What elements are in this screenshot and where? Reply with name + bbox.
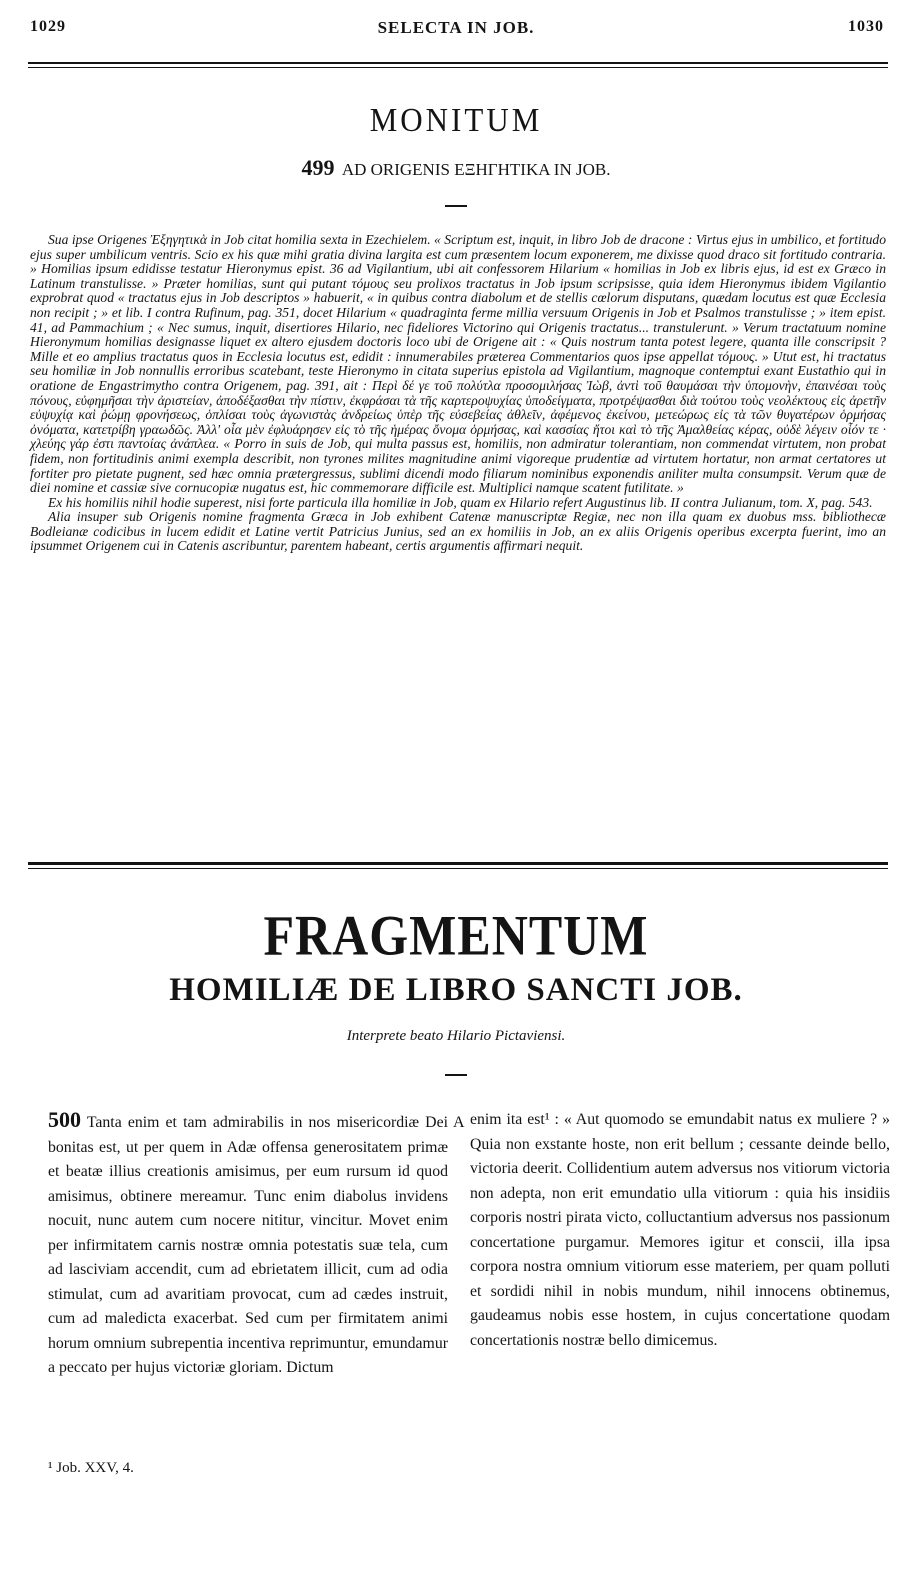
monitum-subtitle: AD ORIGENIS ΕΞΗΓΗΤΙΚΑ IN JOB. bbox=[341, 160, 611, 179]
section-rule-thick bbox=[28, 862, 888, 865]
left-column-text: Tanta enim et tam admirabilis in nos misericordiæ Dei bonitas est, ut per quem in Adæ offensa generositatem primæ et beatæ illius creationis amisimus, per eum rursum id quod amisimus, obtinere mereamur. Tunc enim diabolus invidens nocuit, nunc autem cum nocere nititur, vincitur. Movet enim per infirmitatem carnis nostræ omnia potestatis suæ tela, cum ad lasciviam accendit, cum ad ebrietatem illicit, cum ad odia stimulat, cum ad avaritiam provocat, cum ad cædes instruit, cum ad maledicta exacerbat. Sed cum per firmitatem animi horum omnium subrepentia incentiva reprimuntur, emundamur a peccato per hujus victoriæ gloriam. Dictum bbox=[48, 1114, 448, 1376]
section-number-500: 500 bbox=[48, 1107, 81, 1132]
running-title: SELECTA IN JOB. bbox=[377, 18, 535, 37]
page-number-left: 1029 bbox=[30, 18, 66, 35]
header-rule-thin bbox=[28, 67, 888, 68]
page-number-right: 1030 bbox=[848, 18, 884, 35]
monitum-body bbox=[30, 233, 886, 554]
text-column-right bbox=[470, 1108, 890, 1353]
margin-letter: A bbox=[453, 1114, 465, 1131]
monitum-title: MONITUM bbox=[369, 100, 543, 139]
separator-dash bbox=[445, 1074, 467, 1076]
interpreter-line: Interprete beato Hilario Pictaviensi. bbox=[346, 1028, 566, 1044]
monitum-paragraph: Sua ipse Origenes Ἐξηγητικὰ in Job citat homilia sexta in Ezechielem. « Scriptum est, inquit, in libro Job de dracone : Virtus ejus in umbilico, et fortitudo ejus super umbilicum ventris. Scio ex his quæ mihi gratia divina largita est cum præsentem locum exponerem, me dixisse quod draco sit fortitudo contraria. » Homilias ipsum edidisse testatur Hieronymus epist. 36 ad Vigilantium, ubi ait confessorem Hilarium « homilias in Job ex libris ejus, id est ex Græco in Latinum transtulisse. » Præter homilias, sunt qui putant τόμους seu prolixos tractatus in Job ipsum scripsisse, quia idem Hieronymus ibidem Vigilantio exprobrat quod « tractatus ejus in Job descriptos » habuerit, « in quibus contra diabolum et de stellis cœlorum disputans, quædam locutus est quæ Ecclesia non recipit ; » et lib. I contra Rufinum, pag. 351, docet Hilarium « quadraginta ferme millia versuum Origenis in Job et Psalmos transtulisse ; » item epist. 41, ad Pammachium ; « Nec sumus, inquit, disertiores Hilario, nec fideliores Victorino qui Origenis tractatus... transtulerunt. » Verum tractatuum nomine Hieronymum homilias designasse liquet ex altero ejusdem doctoris loco ubi de Origene ait : « Quis nostrum tanta potest legere, quanta ille conscripsit ? Mille et eo amplius tractatus quos in Ecclesia locutus est, edidit : innumerabiles præterea Commentarios quos ipse appellat τόμους. » Utut est, hi tractatus seu homiliæ in Job nonnullis erroribus scatebant, teste Hieronymo in citata superius epistola ad Vigilantium, magnoque contemptui exant Eustathio qui in oratione de Engastrimytho contra Origenem, pag. 391, ait : Περὶ δέ γε τοῦ πολύτλα προσομιλήσας Ἰὼβ, ἀντὶ τοῦ θαυμάσαι τὴν ὑπομονὴν, ἐπαινέσαι τοὺς πόνους, εὐφημῆσαι τὴν ἀριστείαν, ἀποδέξασθαι τὴν πίστιν, ἐκφράσαι τὰ τῆς καρτεροψυχίας ὑποδείγματα, προτρέψασθαι διὰ τούτου τοὺς νεολέκτους εἰς ἀρετῆν εὐψυχίᾳ καὶ ῥώμῃ φρονήσεως, ὁπλίσαι τοὺς ἀγωνιστὰς ἀνδρείως ὑπὲρ τῆς εὐσεβείας ἀθλεῖν, ἀφέμενος ἐκείνου, μετεώρως εἰς τὰ τῶν θυγατέρων ὁρμήσας ὀνόματα, κατετρίβη γραωδῶς. Ἀλλ' οἷα μὲν ἐφλυάρησεν εἰς τὸ τῆς ἡμέρας ὄνομα ὁρμήσας, καὶ κασσίας ἤτοι καὶ τὸ τῆς Ἀμαλθείας κέρας, οὐδὲ λέγειν οἷόν τε · χλεύης γάρ ἐστι παντοίας ἀνάπλεα. « Porro in suis de Job, qui multa passus est, homiliis, non admiratur tolerantiam, non commendat virtutem, non probat fidem, non fortitudinis animi exempla describit, non tyrones milites magnitudine animi vigoreque prudentiæ ad virtutem hortatur, non armat certatores ut fortiter pro pietate pugnent, sed hæc omnia prætergressus, sublimi dicendi modo filiarum nominibus exponendis aniliter multa consumpsit. Verum quæ de diei nomine et cassiæ sive cornucopiæ nugatus est, hic commemorare difficile est. Multiplici namque scatent futilitate. » bbox=[30, 232, 886, 496]
fragmentum-subtitle: HOMILIÆ DE LIBRO SANCTI JOB. bbox=[169, 972, 743, 1008]
fragmentum-title: FRAGMENTUM bbox=[263, 902, 649, 968]
monitum-paragraph: Alia insuper sub Origenis nomine fragmenta Græca in Job exhibent Catenæ manuscriptæ Regiæ, nec non illa quam ex duobus mss. bibliothecæ Bodleianæ codicibus in lucem edidit et Latine vertit Patricius Junius, sed an ex homiliis in Job, an ex aliis Origenis operibus excerpta fuerint, imo an ipsummet Origenem cui in Catenis ascribuntur, parentem habeant, certis argumentis affirmari nequit. bbox=[30, 509, 886, 554]
text-column-left bbox=[48, 1108, 448, 1381]
section-number-499: 499 bbox=[301, 155, 335, 180]
header-rule-thick bbox=[28, 62, 888, 64]
section-rule-thin bbox=[28, 868, 888, 869]
monitum-subtitle-line bbox=[0, 155, 912, 181]
monitum-paragraph: Ex his homiliis nihil hodie superest, nisi forte particula illa homiliæ in Job, quam ex Hilario refert Augustinus lib. II contra Julianum, tom. X, pag. 543. bbox=[48, 494, 873, 510]
right-column-text: enim ita est¹ : « Aut quomodo se emundabit natus ex muliere ? » Quia non exstante hoste, non erit bellum ; cessante deinde bello, victoria deerit. Collidentium autem adversus nos vitiorum victoria non adepta, non erit emundatio ulla vitiorum : quia his insidiis corporis nostri pirata victo, colluctantium adversus nos passionum concertatione purgamur. Memores igitur et conscii, illa ipsa corpora nostra omnium vitiorum esse materiem, per quam polluti et sordidi nihil in nobis mundum, nihil innocens obtinemus, gaudeamus nobis esse hostem, in cujus concertatione quodam concertationis nostræ bello dimicemus. bbox=[470, 1111, 890, 1349]
footnote: ¹ Job. XXV, 4. bbox=[48, 1460, 134, 1476]
separator-dash bbox=[445, 205, 467, 207]
